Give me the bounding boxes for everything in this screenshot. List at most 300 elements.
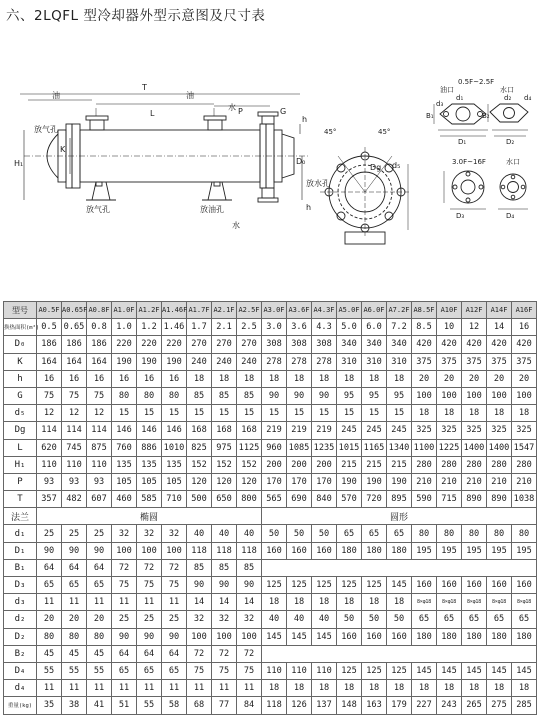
- vent-plug: [96, 182, 102, 186]
- d4-row: [4, 662, 537, 679]
- table-cell: 110: [37, 456, 62, 473]
- table-cell: 65: [462, 611, 487, 628]
- table-cell: 20: [412, 370, 437, 387]
- table-cell: 77: [212, 697, 237, 714]
- table-cell: 16: [87, 370, 112, 387]
- table-cell: 18: [337, 680, 362, 697]
- table-cell: 3.0: [262, 319, 287, 336]
- table-cell: 16: [37, 370, 62, 387]
- table-cell: 650: [212, 491, 237, 508]
- table-cell: 32: [162, 525, 187, 542]
- table-cell: 160: [387, 628, 412, 645]
- table-cell: 55: [87, 662, 112, 679]
- table-cell: 220: [112, 336, 137, 353]
- table-cell: 90: [312, 387, 337, 404]
- table-cell: 105: [112, 473, 137, 490]
- table-cell: 114: [62, 422, 87, 439]
- dim-Dg: Dg: [370, 163, 382, 172]
- table-cell: 163: [362, 697, 387, 714]
- table-cell: 160: [487, 577, 512, 594]
- row-header: P: [4, 473, 37, 490]
- table-cell: 75: [62, 387, 87, 404]
- table-cell: 18: [262, 594, 287, 611]
- table-cell: 18: [437, 680, 462, 697]
- table-cell: 219: [312, 422, 337, 439]
- dim-d3: d₃: [436, 100, 444, 108]
- table-cell: 100: [187, 628, 212, 645]
- table-cell: 210: [412, 473, 437, 490]
- table-cell: 152: [187, 456, 212, 473]
- table-cell: 840: [312, 491, 337, 508]
- d4-small-row: [4, 680, 537, 697]
- table-cell: 160: [437, 577, 462, 594]
- table-cell: A7.2F: [387, 302, 412, 319]
- table-cell: 105: [162, 473, 187, 490]
- table-cell: A1.0F: [112, 302, 137, 319]
- table-cell: 482: [62, 491, 87, 508]
- table-cell: 90: [62, 542, 87, 559]
- table-cell: 85: [187, 387, 212, 404]
- table-cell: 800: [237, 491, 262, 508]
- table-cell: 135: [112, 456, 137, 473]
- table-cell: 180: [362, 542, 387, 559]
- table-cell: 20: [512, 370, 537, 387]
- dim-G: G: [280, 107, 287, 116]
- table-cell: 11: [87, 594, 112, 611]
- table-cell: 357: [37, 491, 62, 508]
- table-cell: 65: [437, 611, 462, 628]
- row-header: d₃: [4, 594, 37, 611]
- table-cell: 18: [412, 405, 437, 422]
- table-cell: 93: [62, 473, 87, 490]
- round-water-caption: 水口: [506, 158, 520, 166]
- table-cell: 18: [387, 680, 412, 697]
- table-cell: 590: [412, 491, 437, 508]
- table-cell: 75: [87, 387, 112, 404]
- table-cell: 11: [237, 680, 262, 697]
- dim-h-bottom: h: [306, 203, 312, 212]
- table-cell: 375: [437, 353, 462, 370]
- table-cell: 240: [187, 353, 212, 370]
- table-row: [4, 370, 537, 387]
- table-cell: 80: [87, 628, 112, 645]
- table-cell: 18: [287, 370, 312, 387]
- table-cell: 310: [362, 353, 387, 370]
- table-cell: 75: [112, 577, 137, 594]
- table-cell: 18: [262, 370, 287, 387]
- vent-bottom-label: 放气孔: [86, 205, 110, 214]
- table-cell: 72: [237, 645, 262, 662]
- table-cell: 75: [137, 577, 162, 594]
- row-header: D₃: [4, 577, 37, 594]
- table-cell: 12: [462, 319, 487, 336]
- table-cell: 180: [437, 628, 462, 645]
- table-cell: 80: [462, 525, 487, 542]
- table-cell: 18: [387, 594, 412, 611]
- empty-cell: [262, 645, 537, 662]
- dim-d2: d₂: [504, 94, 512, 102]
- table-cell: 65: [87, 577, 112, 594]
- table-cell: 164: [87, 353, 112, 370]
- table-cell: 100: [237, 628, 262, 645]
- table-cell: 280: [512, 456, 537, 473]
- oil-drain-plug: [214, 182, 220, 186]
- table-cell: 278: [262, 353, 287, 370]
- table-cell: 20: [62, 611, 87, 628]
- table-cell: 11: [112, 680, 137, 697]
- table-cell: 219: [262, 422, 287, 439]
- row-header: D₂: [4, 628, 37, 645]
- table-cell: 1235: [312, 439, 337, 456]
- table-row: [4, 353, 537, 370]
- round-range-label: 3.0F~16F: [452, 158, 486, 166]
- table-cell: 886: [137, 439, 162, 456]
- table-cell: 170: [287, 473, 312, 490]
- table-cell: 210: [437, 473, 462, 490]
- dim-h-top: h: [302, 115, 308, 124]
- table-cell: 16: [162, 370, 187, 387]
- table-cell: 180: [512, 628, 537, 645]
- table-cell: 565: [262, 491, 287, 508]
- table-cell: 84: [237, 697, 262, 714]
- row-header: D₀: [4, 336, 37, 353]
- table-cell: 375: [412, 353, 437, 370]
- table-cell: 75: [187, 662, 212, 679]
- table-cell: 18: [462, 680, 487, 697]
- table-cell: 195: [412, 542, 437, 559]
- table-cell: 210: [487, 473, 512, 490]
- table-cell: 160: [262, 542, 287, 559]
- table-cell: 25: [87, 525, 112, 542]
- table-cell: 93: [87, 473, 112, 490]
- table-cell: 690: [287, 491, 312, 508]
- table-cell: 245: [337, 422, 362, 439]
- table-cell: 375: [487, 353, 512, 370]
- table-cell: 160: [512, 577, 537, 594]
- table-cell: 25: [62, 525, 87, 542]
- table-cell: 6.0: [362, 319, 387, 336]
- table-cell: 45: [37, 645, 62, 662]
- table-cell: 137: [312, 697, 337, 714]
- row-header: L: [4, 439, 37, 456]
- table-cell: 160: [412, 577, 437, 594]
- table-cell: 40: [212, 525, 237, 542]
- cooler-outline-drawing: [0, 34, 539, 286]
- table-cell: 95: [387, 387, 412, 404]
- table-cell: 607: [87, 491, 112, 508]
- table-cell: 760: [112, 439, 137, 456]
- table-cell: 65: [362, 525, 387, 542]
- row-header: K: [4, 353, 37, 370]
- table-cell: 20: [462, 370, 487, 387]
- row-header: D₁: [4, 542, 37, 559]
- table-cell: 100: [162, 542, 187, 559]
- table-cell: 585: [137, 491, 162, 508]
- table-cell: 118: [262, 697, 287, 714]
- table-cell: 18: [337, 370, 362, 387]
- table-cell: 68: [187, 697, 212, 714]
- table-cell: 960: [262, 439, 287, 456]
- table-cell: 420: [462, 336, 487, 353]
- table-cell: 100: [512, 387, 537, 404]
- table-cell: 11: [162, 680, 187, 697]
- row-header: 型号: [4, 302, 37, 319]
- table-cell: 1125: [237, 439, 262, 456]
- table-cell: 168: [187, 422, 212, 439]
- table-cell: 100: [137, 542, 162, 559]
- table-row: [4, 405, 537, 422]
- table-cell: 620: [37, 439, 62, 456]
- table-cell: 420: [512, 336, 537, 353]
- table-cell: 110: [62, 456, 87, 473]
- table-cell: 125: [362, 577, 387, 594]
- table-cell: 308: [262, 336, 287, 353]
- table-cell: 1400: [462, 439, 487, 456]
- table-cell: 420: [487, 336, 512, 353]
- table-cell: 180: [462, 628, 487, 645]
- table-cell: 890: [487, 491, 512, 508]
- table-cell: 40: [237, 525, 262, 542]
- table-cell: 325: [412, 422, 437, 439]
- table-cell: 15: [337, 405, 362, 422]
- table-cell: 15: [187, 405, 212, 422]
- table-cell: 15: [387, 405, 412, 422]
- table-cell: 15: [237, 405, 262, 422]
- oil-nozzle-right: [208, 120, 222, 130]
- table-row: [4, 387, 537, 404]
- water-flange-bottom: [258, 198, 278, 202]
- table-cell: 120: [237, 473, 262, 490]
- table-cell: 2.5: [237, 319, 262, 336]
- table-cell: 7.2: [387, 319, 412, 336]
- table-cell: 85: [237, 387, 262, 404]
- table-cell: 145: [462, 662, 487, 679]
- angle-label-1: 45°: [324, 128, 337, 136]
- table-row: [4, 628, 537, 645]
- table-cell: 75: [212, 662, 237, 679]
- dim-d4: d₄: [524, 94, 532, 102]
- water-top-label: 水: [228, 103, 236, 112]
- table-cell: 32: [187, 611, 212, 628]
- table-cell: 11: [87, 680, 112, 697]
- dim-B2: B₂: [482, 112, 490, 120]
- flange-section-row: [4, 508, 537, 525]
- table-cell: 90: [112, 628, 137, 645]
- table-cell: 215: [337, 456, 362, 473]
- table-cell: 243: [437, 697, 462, 714]
- table-cell: 118: [187, 542, 212, 559]
- table-cell: 285: [512, 697, 537, 714]
- table-cell: 1.7: [187, 319, 212, 336]
- table-cell: 125: [362, 662, 387, 679]
- table-cell: 3.6: [287, 319, 312, 336]
- oval-flange-label: 椭圆: [37, 508, 262, 525]
- oil-drain-label: 放油孔: [200, 205, 224, 214]
- water-bottom-label: 水: [232, 221, 240, 230]
- table-cell: 340: [362, 336, 387, 353]
- table-row: [4, 491, 537, 508]
- table-cell: 186: [37, 336, 62, 353]
- dim-D3: D₃: [456, 212, 465, 220]
- oil-flange-left: [86, 116, 108, 120]
- table-cell: 18: [487, 405, 512, 422]
- row-header: 换热面积(m²): [4, 319, 37, 336]
- table-cell: 65: [337, 525, 362, 542]
- table-cell: 125: [312, 577, 337, 594]
- table-cell: 310: [387, 353, 412, 370]
- table-cell: 51: [112, 697, 137, 714]
- table-cell: 1340: [387, 439, 412, 456]
- table-cell: 40: [312, 611, 337, 628]
- table-cell: A3.6F: [287, 302, 312, 319]
- table-cell: 11: [62, 680, 87, 697]
- table-cell: 95: [362, 387, 387, 404]
- table-cell: 90: [287, 387, 312, 404]
- table-cell: 110: [312, 662, 337, 679]
- table-cell: 80: [137, 387, 162, 404]
- table-cell: 280: [462, 456, 487, 473]
- table-cell: 125: [337, 662, 362, 679]
- table-cell: 20: [487, 370, 512, 387]
- table-cell: 895: [387, 491, 412, 508]
- table-cell: A16F: [512, 302, 537, 319]
- table-cell: 265: [462, 697, 487, 714]
- table-cell: 11: [212, 680, 237, 697]
- table-cell: A0.65F: [62, 302, 87, 319]
- table-cell: 11: [37, 594, 62, 611]
- table-cell: 72: [187, 645, 212, 662]
- bolt-note-cell: 8×φ18: [412, 594, 437, 611]
- table-cell: 145: [312, 628, 337, 645]
- table-cell: 1100: [412, 439, 437, 456]
- table-cell: 375: [512, 353, 537, 370]
- table-cell: 18: [387, 370, 412, 387]
- row-header: T: [4, 491, 37, 508]
- table-cell: 100: [462, 387, 487, 404]
- water-port-caption: 水口: [500, 86, 514, 94]
- page-title: 六、2LQFL 型冷却器外型示意图及尺寸表: [6, 8, 266, 24]
- table-cell: 18: [512, 405, 537, 422]
- table-cell: 308: [287, 336, 312, 353]
- table-cell: 11: [162, 594, 187, 611]
- table-cell: 200: [262, 456, 287, 473]
- row-header: B₁: [4, 559, 37, 576]
- table-cell: 65: [112, 662, 137, 679]
- table-cell: 340: [387, 336, 412, 353]
- dim-D0: D₀: [296, 157, 306, 166]
- table-cell: 190: [112, 353, 137, 370]
- table-cell: 1547: [512, 439, 537, 456]
- area-row: [4, 319, 537, 336]
- table-cell: 975: [212, 439, 237, 456]
- table-cell: 145: [512, 662, 537, 679]
- table-cell: 890: [462, 491, 487, 508]
- table-cell: 50: [312, 525, 337, 542]
- table-cell: A10F: [437, 302, 462, 319]
- dim-d1: d₁: [456, 94, 464, 102]
- table-cell: 210: [512, 473, 537, 490]
- table-cell: 90: [87, 542, 112, 559]
- d3-small-row: [4, 594, 537, 611]
- oil-port-caption: 油口: [440, 86, 454, 94]
- table-row: [4, 336, 537, 353]
- row-header: Dg: [4, 422, 37, 439]
- table-cell: 190: [162, 353, 187, 370]
- table-cell: 146: [162, 422, 187, 439]
- table-cell: 18: [262, 680, 287, 697]
- table-cell: 145: [387, 577, 412, 594]
- table-cell: 64: [162, 645, 187, 662]
- table-cell: 325: [462, 422, 487, 439]
- table-cell: 18: [362, 680, 387, 697]
- table-cell: 126: [287, 697, 312, 714]
- table-cell: 135: [137, 456, 162, 473]
- table-cell: 32: [212, 611, 237, 628]
- dim-D2: D₂: [506, 138, 515, 146]
- table-cell: 715: [437, 491, 462, 508]
- table-cell: 85: [237, 559, 262, 576]
- table-cell: A3.0F: [262, 302, 287, 319]
- table-cell: 195: [437, 542, 462, 559]
- table-cell: 1085: [287, 439, 312, 456]
- table-cell: 100: [212, 628, 237, 645]
- table-cell: 93: [37, 473, 62, 490]
- dim-L: L: [150, 109, 155, 118]
- table-cell: 90: [212, 577, 237, 594]
- table-cell: 168: [237, 422, 262, 439]
- table-cell: 80: [437, 525, 462, 542]
- table-cell: 120: [187, 473, 212, 490]
- table-cell: 75: [162, 577, 187, 594]
- table-cell: 80: [487, 525, 512, 542]
- table-cell: 1.2: [137, 319, 162, 336]
- table-cell: 75: [37, 387, 62, 404]
- table-cell: 80: [37, 628, 62, 645]
- table-cell: A1.7F: [187, 302, 212, 319]
- table-cell: 15: [262, 405, 287, 422]
- table-cell: 90: [162, 628, 187, 645]
- table-row: [4, 542, 537, 559]
- table-cell: 168: [212, 422, 237, 439]
- table-cell: 64: [112, 645, 137, 662]
- table-cell: 190: [362, 473, 387, 490]
- table-cell: 10: [437, 319, 462, 336]
- table-cell: 100: [112, 542, 137, 559]
- table-cell: 100: [487, 387, 512, 404]
- table-cell: 40: [262, 611, 287, 628]
- table-cell: 58: [162, 697, 187, 714]
- table-cell: 18: [287, 680, 312, 697]
- table-cell: 38: [62, 697, 87, 714]
- table-cell: 65: [487, 611, 512, 628]
- table-cell: 20: [437, 370, 462, 387]
- table-cell: 25: [37, 525, 62, 542]
- table-cell: 80: [62, 628, 87, 645]
- table-cell: 152: [212, 456, 237, 473]
- table-cell: 75: [237, 662, 262, 679]
- table-cell: 1400: [487, 439, 512, 456]
- table-cell: 14: [487, 319, 512, 336]
- table-row: [4, 439, 537, 456]
- table-cell: 90: [137, 628, 162, 645]
- dim-d5: d₅: [392, 161, 401, 170]
- d3-row: [4, 577, 537, 594]
- table-cell: 32: [112, 525, 137, 542]
- vent-left-label: 放气孔: [34, 125, 58, 134]
- row-header: G: [4, 387, 37, 404]
- table-cell: 65: [387, 525, 412, 542]
- table-cell: 65: [137, 662, 162, 679]
